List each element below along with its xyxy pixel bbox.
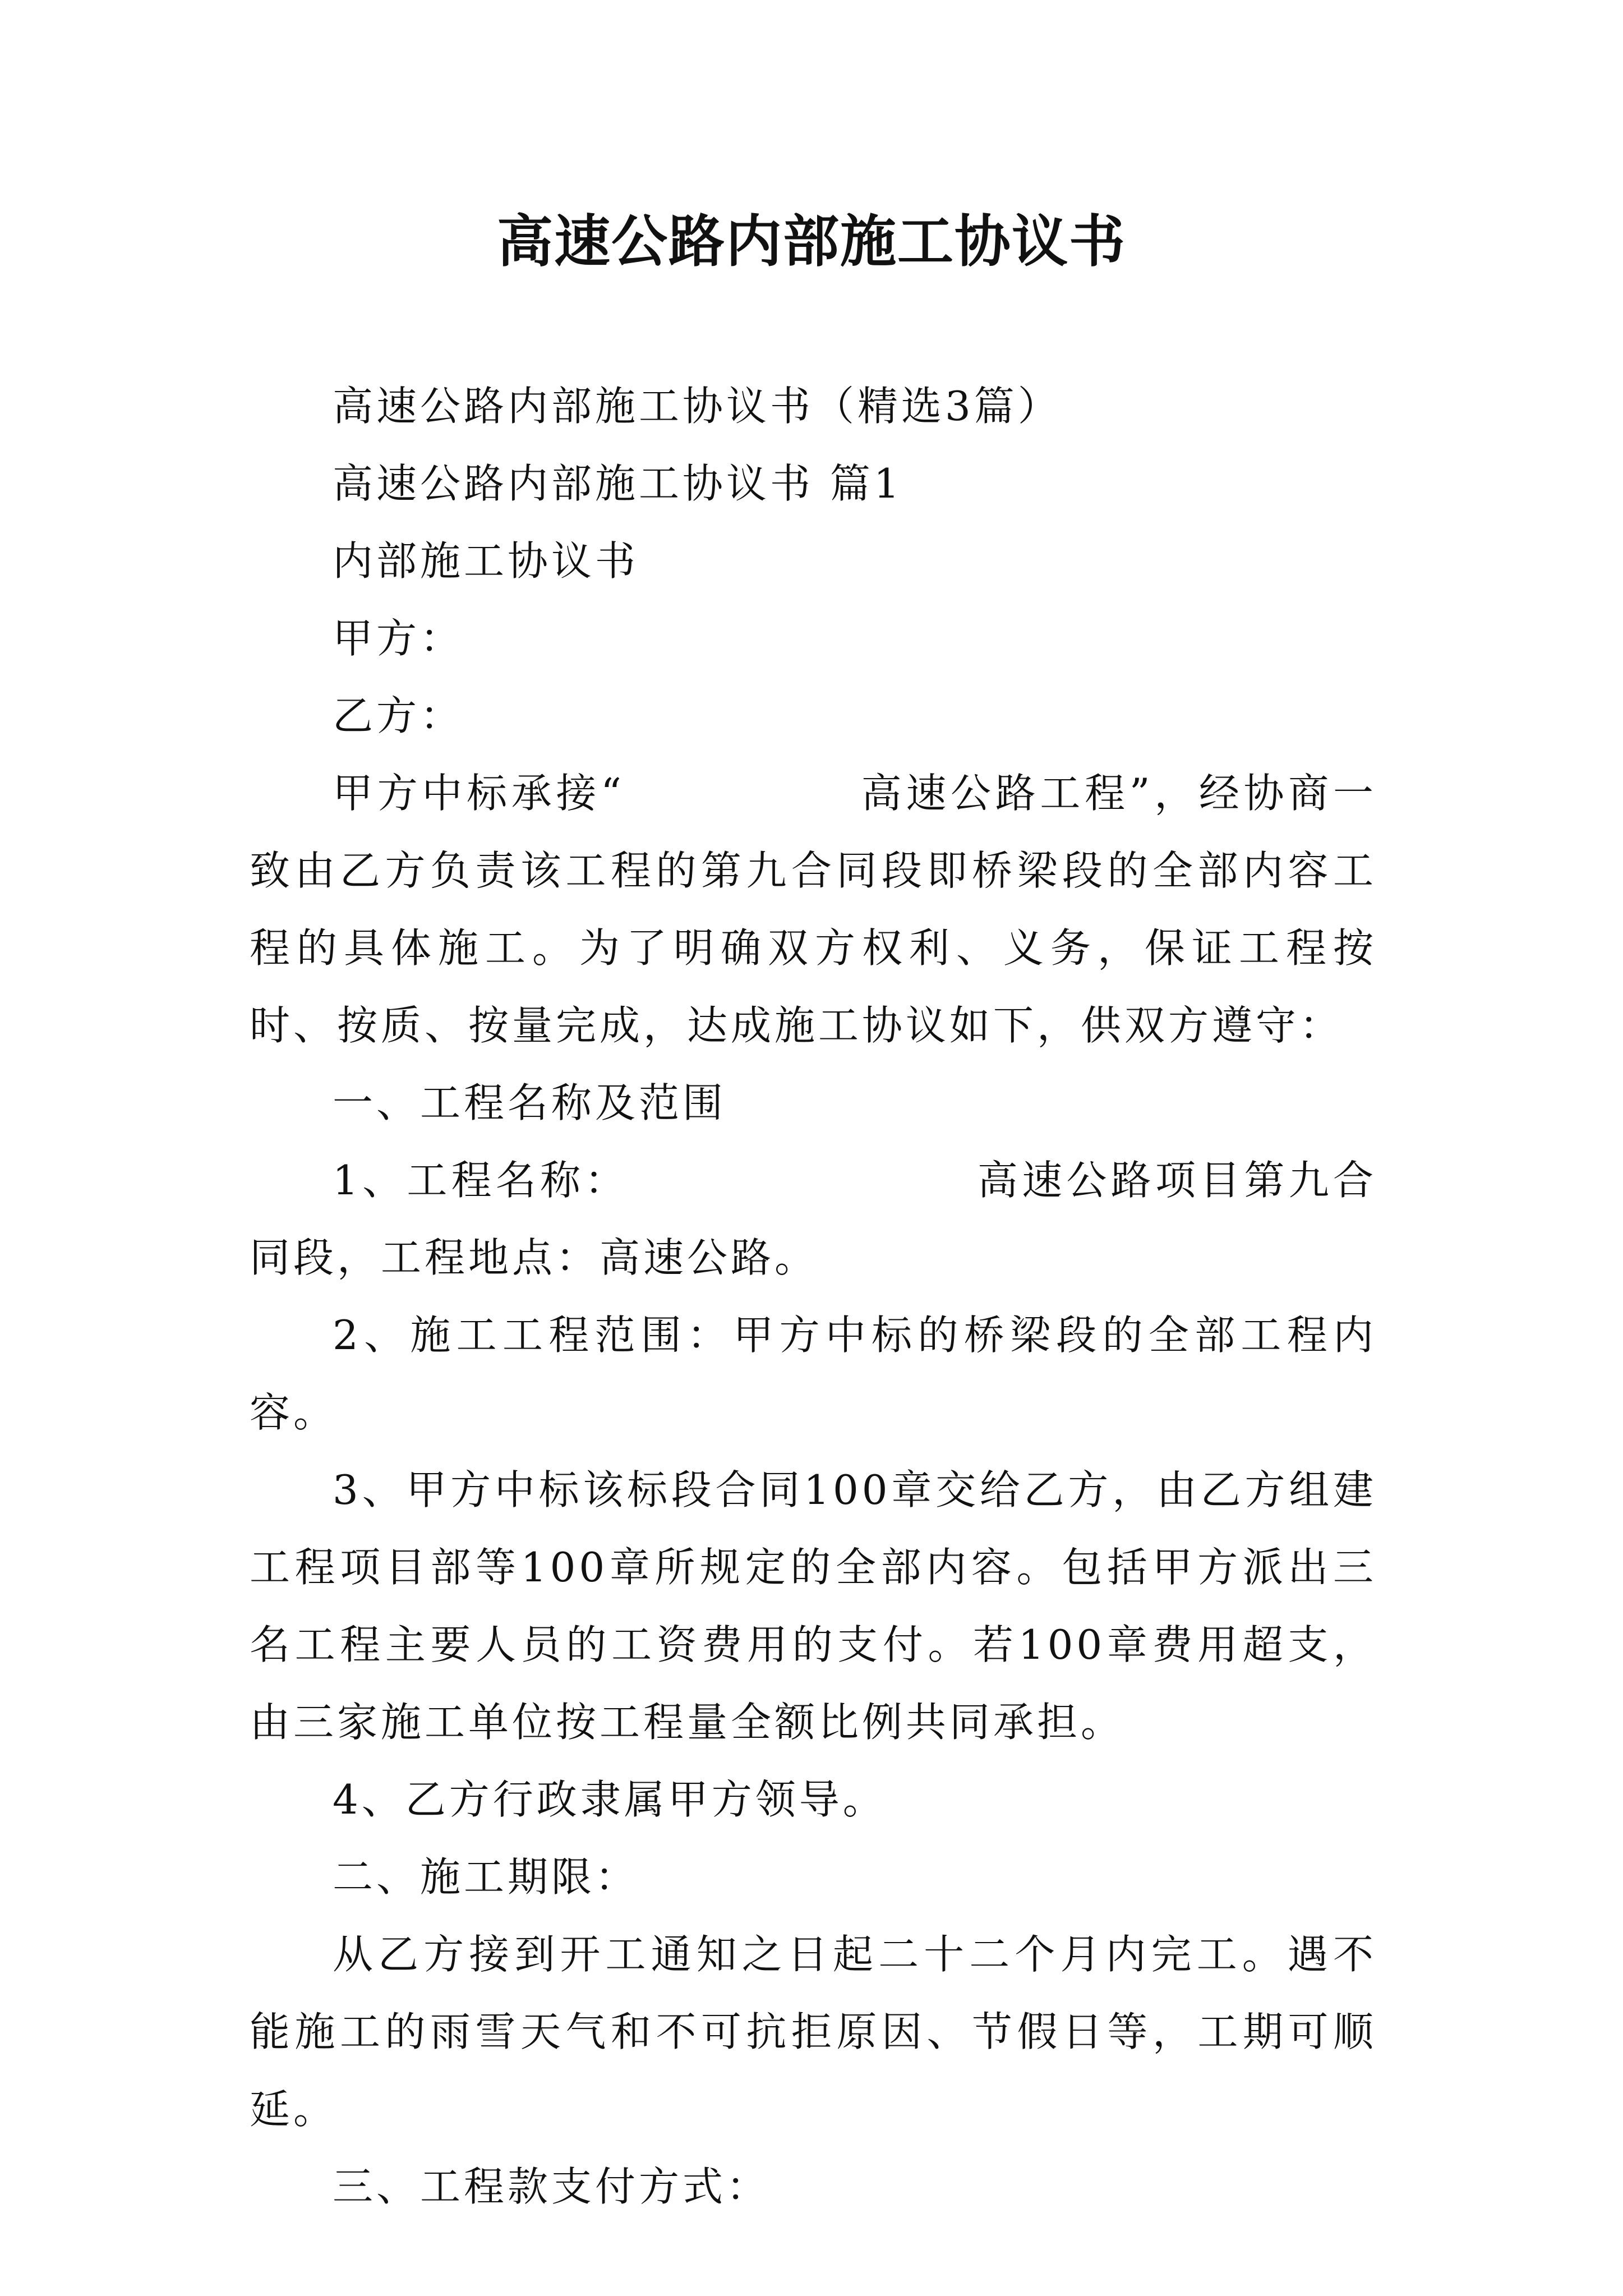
preamble-text-after: 高速公路工程”，经协商一致由乙方负责该工程的第九合同段即桥梁段的全部内容工程的具体施工。为了明确双方权利、义务，保证工程按时、按质、按量完成，达成施工协议如下，供双方遵守：: [250, 770, 1377, 1049]
section-heading-3: 三、工程款支付方式：: [333, 2163, 771, 2210]
preamble-text-before: 甲方中标承接“: [333, 770, 625, 817]
section-heading-1: 一、工程名称及范围: [333, 1079, 727, 1126]
paragraph-agreement-title: 内部施工协议书: [333, 537, 639, 585]
clause-1-1-after: 高速公路项目第九合同段，工程地点：高速公路。: [250, 1157, 1377, 1281]
paragraph-preamble: [250, 754, 1377, 1064]
document-body: [250, 367, 1377, 2225]
clause-1-4: 4、乙方行政隶属甲方领导。: [333, 1776, 887, 1823]
section-heading-2: 二、施工期限：: [333, 1853, 639, 1901]
paragraph-collection-title: 高速公路内部施工协议书（精选3篇）: [333, 383, 1062, 430]
paragraph-party-b: 乙方：: [333, 692, 464, 739]
clause-1-3: 3、甲方中标该标段合同100章交给乙方，由乙方组建工程项目部等100章所规定的全部内容。包括甲方派出三名工程主要人员的工资费用的支付。若100章费用超支，由三家施工单位按工程量全额比例共同承担。: [250, 1466, 1377, 1746]
document-title: 高速公路内部施工协议书: [497, 208, 1126, 274]
clause-1-2: 2、施工工程范围：甲方中标的桥梁段的全部工程内容。: [250, 1312, 1377, 1436]
clause-1-1-before: 1、工程名称：: [333, 1157, 629, 1204]
paragraph-part-heading: 高速公路内部施工协议书 篇1: [333, 460, 903, 507]
clause-2-1: 从乙方接到开工通知之日起二十二个月内完工。遇不能施工的雨雪天气和不可抗拒原因、节假日等，工期可顺延。: [250, 1931, 1377, 2133]
clause-1-1: [250, 1142, 1377, 1296]
paragraph-party-a: 甲方：: [333, 615, 464, 662]
